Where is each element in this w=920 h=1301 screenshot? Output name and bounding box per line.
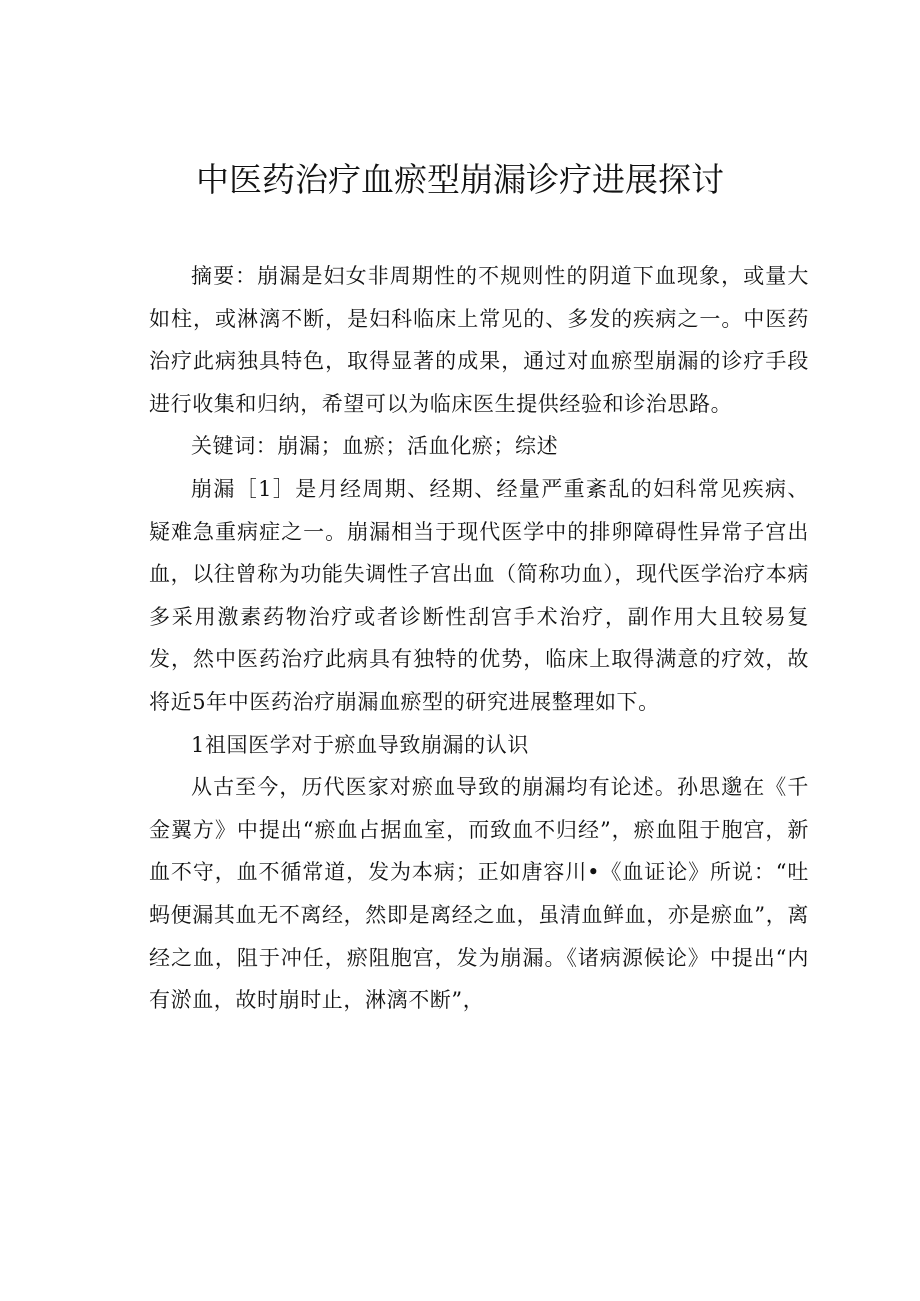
intro-paragraph: 崩漏［1］是月经周期、经期、经量严重紊乱的妇科常见疾病、疑难急重病症之一。崩漏相当于现代医学中的排卵障碍性异常子宫出血，以往曾称为功能失调性子宫出血（简称功血），现代医学治疗本病多采用激素药物治疗或者诊断性刮宫手术治疗，副作用大且较易复发，然中医药治疗此病具有独特的优势，临床上取得满意的疗效，故将近5年中医药治疗崩漏血瘀型的研究进展整理如下。	[149, 476, 809, 714]
abstract-paragraph: 摘要：崩漏是妇女非周期性的不规则性的阴道下血现象，或量大如柱，或淋漓不断，是妇科临床上常见的、多发的疾病之一。中医药治疗此病独具特色，取得显著的成果，通过对血瘀型崩漏的诊疗手段进行收集和归纳，希望可以为临床医生提供经验和诊治思路。	[149, 264, 809, 416]
section-heading: 1祖国医学对于瘀血导致崩漏的认识	[191, 732, 529, 757]
keywords-paragraph: 关键词：崩漏；血瘀；活血化瘀；综述	[191, 434, 559, 459]
document-body	[149, 255, 809, 1022]
section-paragraph: 从古至今，历代医家对瘀血导致的崩漏均有论述。孙思邈在《千金翼方》中提出“瘀血占据血室，而致血不归经”，瘀血阻于胞宫，新血不守，血不循常道，发为本病；正如唐容川•《血证论》所说：“吐蚂便漏其血无不离经，然即是离经之血，虽清血鲜血，亦是瘀血”，离经之血，阻于冲任，瘀阻胞宫，发为崩漏。《诸病源候论》中提出“内有淤血，故时崩时止，淋漓不断”，	[149, 775, 809, 1013]
document-title: 中医药治疗血瘀型崩漏诊疗进展探讨	[196, 160, 724, 199]
